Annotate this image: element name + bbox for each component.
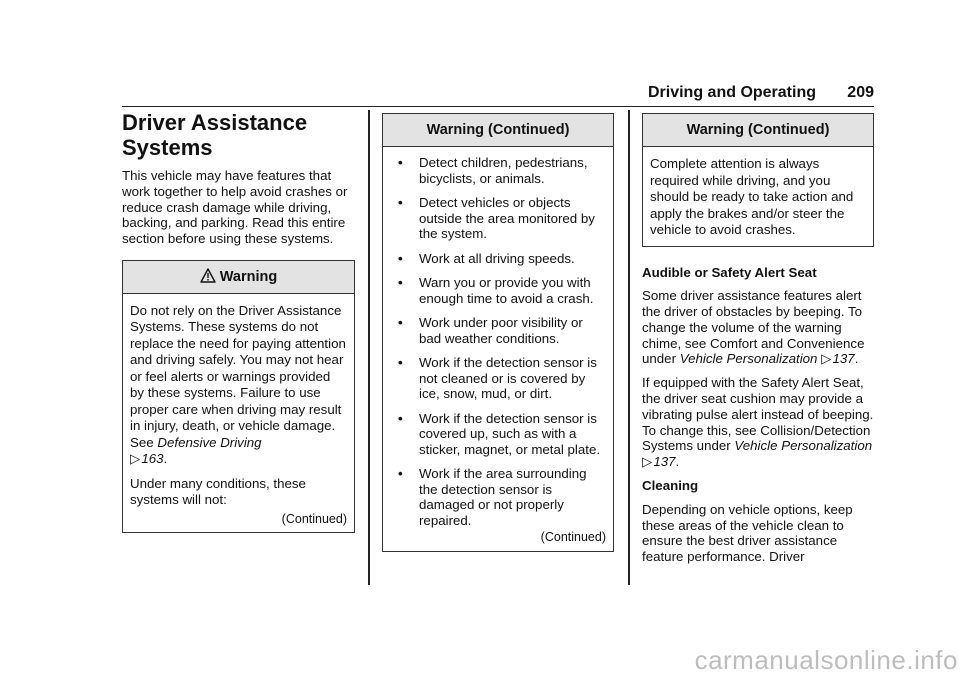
column-1: [122, 110, 355, 533]
cleaning-paragraph: Depending on vehicle options, keep these areas of the vehicle clean to ensure the best driver assistance feature performance. Driver: [642, 501, 853, 565]
page-ref-arrow-icon: ▷: [821, 351, 832, 367]
page-ref-arrow-icon: ▷: [130, 451, 141, 467]
list-item: • Detect vehicles or objects outside the area monitored by the system.: [390, 195, 606, 242]
warning-continued-box-2: [642, 113, 874, 247]
warning-continued-body: [383, 147, 613, 551]
watermark: carmanualsonline.info: [694, 645, 958, 675]
continued-label: (Continued): [281, 511, 347, 526]
list-item: • Warn you or provide you with enough time to avoid a crash.: [390, 275, 606, 306]
continued-label: (Continued): [540, 530, 606, 544]
warning-body: [123, 294, 354, 533]
column-divider-2: [628, 110, 630, 585]
vehicle-personalization-link[interactable]: Vehicle Personalization: [679, 351, 818, 367]
warning-continued-header: Warning (Continued): [383, 114, 613, 147]
warning-label: Warning: [219, 268, 278, 285]
vehicle-personalization-page[interactable]: 137: [832, 351, 855, 367]
list-item: • Work under poor visibility or bad weather conditions.: [390, 315, 606, 346]
attention-paragraph: Complete attention is always required while driving, and you should be ready to take action and apply the brakes and/or steer the vehicle to avoid crashes.: [650, 156, 854, 237]
section-title: Driving and Operating: [647, 84, 816, 101]
column-divider-1: [368, 110, 370, 585]
warning-paragraph-2: Under many conditions, these systems will not:: [130, 475, 306, 508]
list-item: • Work if the area surrounding the detection sensor is damaged or not properly repaired.: [390, 466, 606, 528]
intro-paragraph: This vehicle may have features that work together to help avoid crashes or reduce crash damage while driving, backing, and parking. Read this entire section before using these systems.: [122, 168, 348, 247]
warning-paragraph-1: Do not rely on the Driver Assistance Systems. These systems do not replace the need for paying attention and driving safely. You may not hear or feel alerts or warnings provided by these systems. Failure to use proper care when driving may result in injury, death, or vehicle damage. See Defensive Driving ▷ 163.: [130, 302, 346, 467]
list-item: • Detect children, pedestrians, bicyclists, or animals.: [390, 155, 606, 186]
list-item: • Work if the detection sensor is covered up, such as with a sticker, magnet, or metal plate.: [390, 411, 606, 458]
page-header: [122, 82, 874, 107]
warning-triangle-icon: [200, 263, 216, 295]
defensive-driving-page[interactable]: 163: [141, 451, 164, 467]
vehicle-personalization-page-2[interactable]: 137: [653, 454, 676, 470]
audible-paragraph-1: Some driver assistance features alert the driver of obstacles by beeping. To change the volume of the warning chime, see Comfort and Convenience under Vehicle Personalization ▷ 137.: [642, 288, 865, 367]
limitations-list: [390, 155, 606, 528]
vehicle-personalization-link-2[interactable]: Vehicle Personalization: [734, 438, 873, 454]
page-ref-arrow-icon: ▷: [642, 454, 653, 470]
audible-paragraph-2: If equipped with the Safety Alert Seat, the driver seat cushion may provide a vibrating pulse alert instead of beeping. To change this, see Collision/Detection Systems under Vehicle Personalization ▷ 137.: [642, 375, 874, 470]
audible-heading: Audible or Safety Alert Seat: [642, 264, 817, 280]
list-item: • Work if the detection sensor is not cleaned or is covered by ice, snow, mud, or dirt.: [390, 355, 606, 402]
page-heading: Driver Assistance Systems: [122, 110, 308, 160]
column-2: [382, 113, 614, 552]
warning-continued-header-2: Warning (Continued): [643, 114, 873, 147]
column-3: [642, 113, 874, 573]
page-number: 209: [847, 84, 874, 101]
list-item: • Work at all driving speeds.: [390, 251, 606, 267]
cleaning-heading: Cleaning: [642, 478, 699, 494]
column-3-text: [642, 265, 874, 566]
warning-continued-body-2: [643, 147, 873, 246]
defensive-driving-link[interactable]: Defensive Driving: [157, 434, 262, 450]
warning-box: [122, 260, 355, 534]
warning-header: [123, 261, 354, 294]
warning-continued-box: [382, 113, 614, 552]
